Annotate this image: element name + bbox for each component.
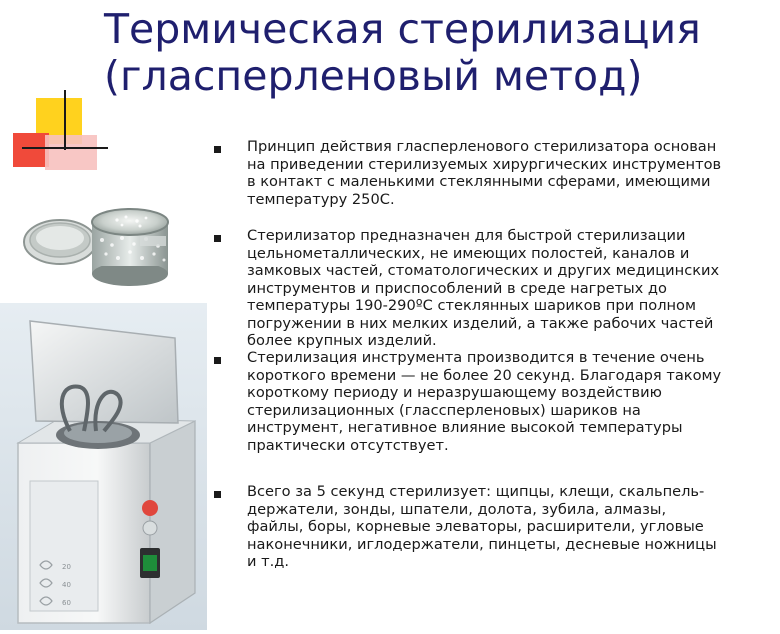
bullet-line: короткого времени — не более 20 секунд. Благодаря такому xyxy=(247,366,722,384)
bullet-line: замковых частей, стоматологических и других медицинских xyxy=(247,262,720,279)
bullet-line: температуру 250С. xyxy=(247,190,395,208)
bullet-line: инструментов и приспособлений в среде нагретых до xyxy=(247,279,667,297)
bullet-line: в контакт с маленькими стеклянными сферами, имеющими xyxy=(247,173,711,190)
slide-title-line-2: (гласперленовый метод) xyxy=(104,52,643,100)
bullet-marker xyxy=(214,357,221,364)
bullet-line: держатели, зонды, шпатели, долота, зубила, алмазы, xyxy=(247,500,667,518)
bullet-line: наконечники, иглодержатели, пинцеты, десневые ножницы xyxy=(247,535,717,553)
bullet-line: температуры 190-290ºС стеклянных шариков при полном xyxy=(247,297,697,314)
svg-text:20: 20 xyxy=(62,563,71,571)
bullet-line: на приведении стерилизуемых хирургических инструментов xyxy=(247,155,722,173)
decor-pink-square xyxy=(45,135,97,173)
bullet-line: практически отсутствует. xyxy=(247,436,449,454)
decor-horizontal-line xyxy=(22,147,108,149)
bullet-text xyxy=(247,483,767,571)
bullet-line: короткому периоду и неразрушающему воздействию xyxy=(247,384,662,401)
bullet-line: Стерилизатор предназначен для быстрой стерилизации xyxy=(247,227,686,244)
bullet-line: и т.д. xyxy=(247,553,289,570)
svg-text:60: 60 xyxy=(62,599,71,607)
bullet-line: погружении в них мелких изделий, а также рабочих частей xyxy=(247,314,714,332)
bullet-line: Принцип действия гласперленового стерилизатора основан xyxy=(247,138,717,155)
svg-text:40: 40 xyxy=(62,581,71,589)
bullet-marker xyxy=(214,146,221,153)
bullet-line: стерилизационных (глассперленовых) шариков на xyxy=(247,401,641,419)
bullet-line: цельнометаллических, не имеющих полостей, каналов и xyxy=(247,244,690,262)
bullet-line: файлы, боры, корневые элеваторы, расширители, угловые xyxy=(247,518,704,535)
decor-red-square xyxy=(13,133,49,167)
bullet-marker xyxy=(214,235,221,242)
bullet-line: Стерилизация инструмента производится в течение очень xyxy=(247,349,705,366)
decor-vertical-line xyxy=(64,90,66,150)
slide-title-line-1: Термическая стерилизация xyxy=(104,5,701,53)
bullet-text xyxy=(247,138,767,208)
bullet-line: Всего за 5 секунд стерилизует: щипцы, клещи, скальпель- xyxy=(247,483,705,500)
bullet-text xyxy=(247,349,767,454)
bullet-text xyxy=(247,227,767,350)
glass-bead-dishes-photo xyxy=(22,170,172,295)
bullet-marker xyxy=(214,491,221,498)
bullet-line: инструмент, негативное влияние высокой температуры xyxy=(247,419,683,436)
slide-title xyxy=(104,6,764,100)
glass-bead-sterilizer-photo xyxy=(0,303,207,630)
bullet-line: более крупных изделий. xyxy=(247,332,437,349)
